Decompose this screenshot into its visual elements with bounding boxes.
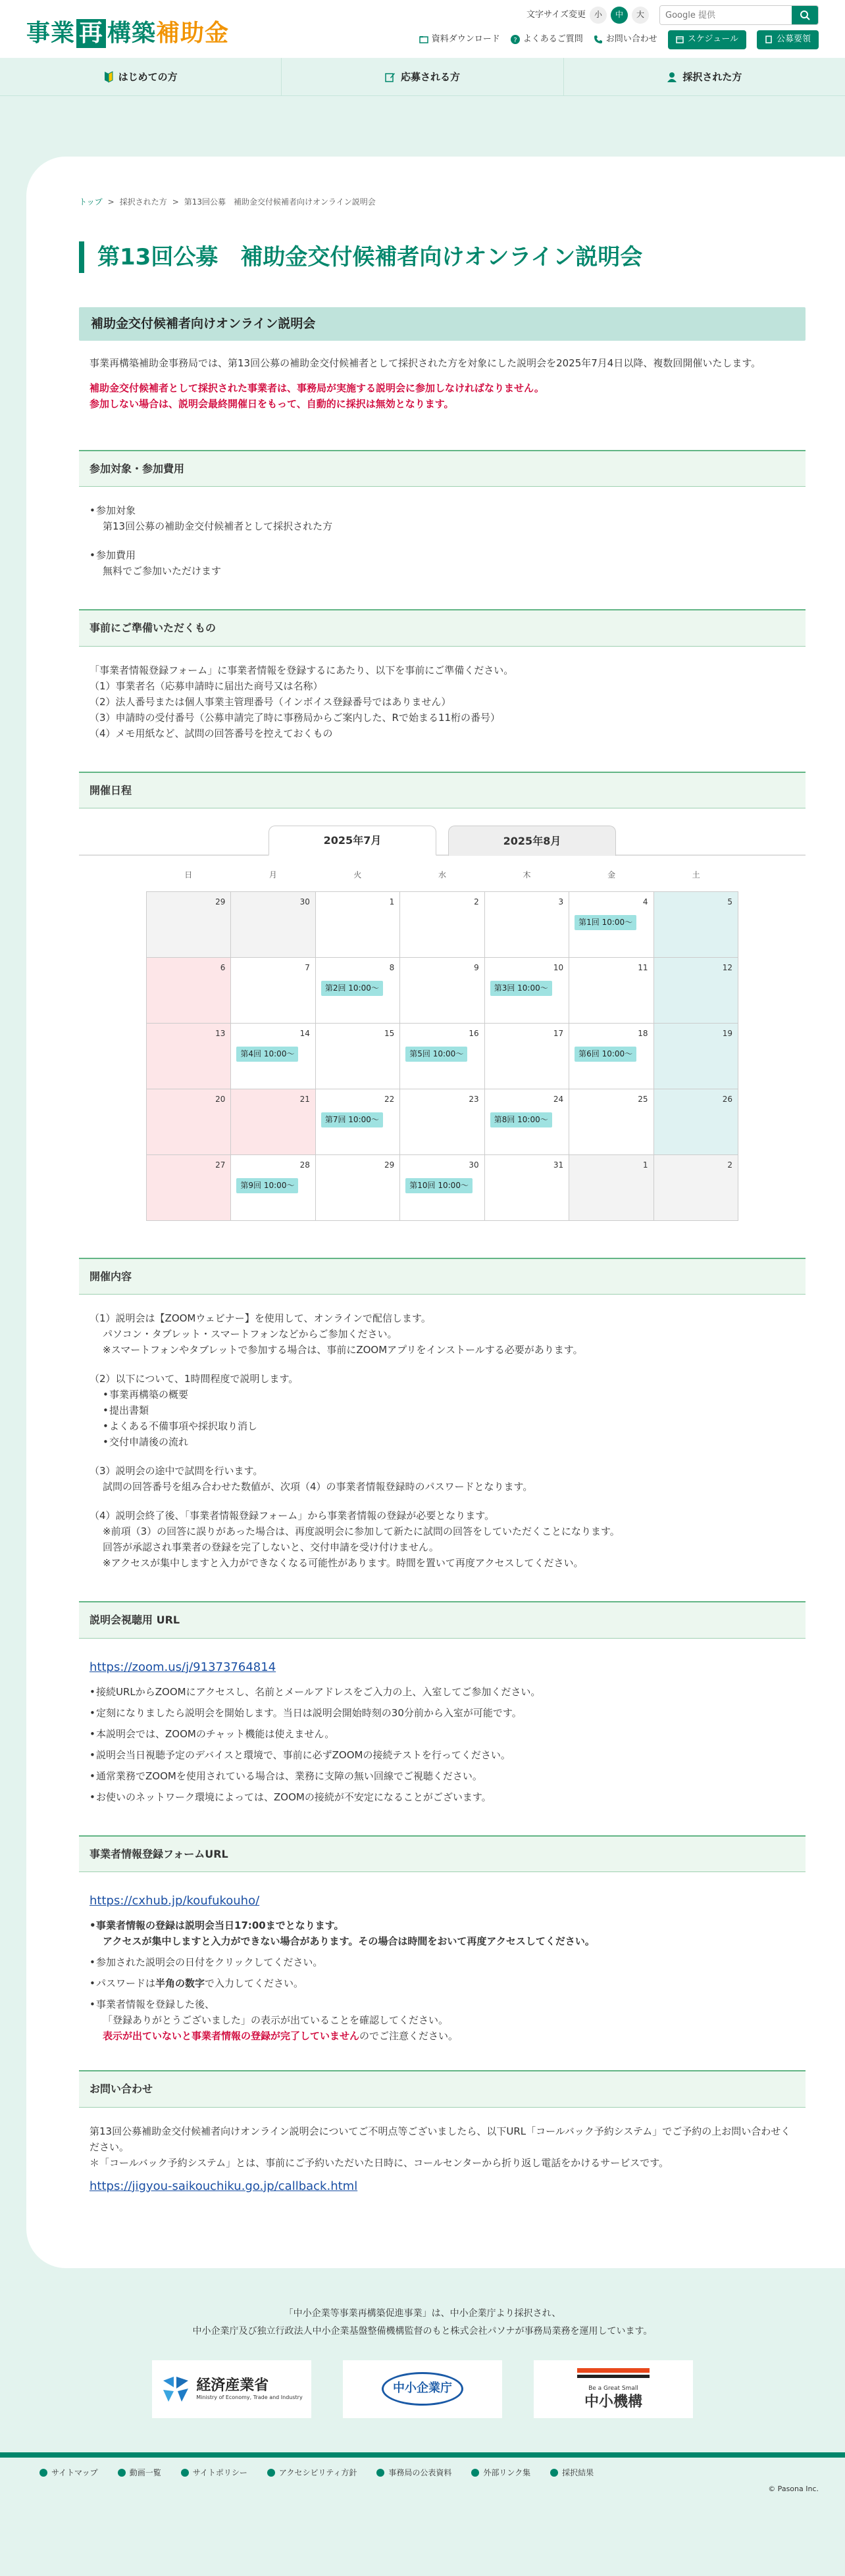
calendar bbox=[146, 869, 738, 1220]
beginner-mark-icon bbox=[104, 71, 113, 83]
meti-logo[interactable] bbox=[152, 2360, 311, 2418]
calendar-day bbox=[231, 1155, 315, 1221]
edit-icon bbox=[385, 72, 396, 82]
chusho-logo[interactable] bbox=[343, 2360, 502, 2418]
person-icon bbox=[667, 72, 677, 82]
calendar-day-number: 4 bbox=[642, 897, 648, 906]
footer-link-external[interactable] bbox=[471, 2467, 530, 2479]
form-warning-text: 表示が出ていないと事業者情報の登録が完了していません bbox=[103, 2029, 360, 2042]
content-item-4-note: ※アクセスが集中しますと入力ができなくなる可能性があります。時間を置いて再度アクセスしてください。 bbox=[103, 1557, 584, 1570]
search-button[interactable] bbox=[792, 5, 818, 25]
calendar-day-number: 10 bbox=[553, 962, 564, 972]
calendar-day-number: 16 bbox=[469, 1028, 479, 1038]
schedule-button[interactable] bbox=[668, 30, 746, 49]
calendar-day-number: 18 bbox=[638, 1028, 648, 1038]
weekday-label: 日 bbox=[184, 870, 193, 880]
nav-label-applicants: 応募される方 bbox=[400, 70, 460, 83]
form-note-password bbox=[90, 1975, 795, 1991]
calendar-day bbox=[569, 1024, 653, 1089]
footer-link-label: 事務局の公表資料 bbox=[388, 2467, 452, 2477]
password-note-c: で入力してください。 bbox=[205, 1977, 304, 1989]
calendar-day-number: 29 bbox=[215, 897, 226, 906]
main-wrap bbox=[0, 96, 845, 2305]
smrj-logo-tagline: Be a Great Small bbox=[588, 2385, 638, 2392]
form-note-date: • 参加された説明会の日付をクリックしてください。 bbox=[90, 1954, 795, 1970]
footer-links bbox=[0, 2458, 845, 2479]
contact-link-label: お問い合わせ bbox=[605, 34, 657, 44]
calendar-day bbox=[316, 958, 400, 1024]
calendar-icon bbox=[676, 36, 684, 43]
footer-link-sitemap[interactable] bbox=[39, 2467, 98, 2479]
arrow-circle-icon bbox=[181, 2469, 189, 2477]
footer-link-label: 動画一覧 bbox=[129, 2467, 161, 2477]
footer-link-label: 外部リンク集 bbox=[483, 2467, 531, 2477]
nav-item-applicants[interactable] bbox=[282, 58, 563, 95]
footer-link-policy[interactable] bbox=[181, 2467, 247, 2479]
form-note-confirm: 「登録ありがとうございました」の表示が出ていることを確認してください。 bbox=[103, 2014, 449, 2026]
site-logo[interactable] bbox=[26, 14, 229, 53]
calendar-day-number: 26 bbox=[722, 1094, 732, 1104]
footer-bar bbox=[0, 2452, 845, 2458]
zoom-note: • お使いのネットワーク環境によっては、ZOOMの接続が不安定になることがございます。 bbox=[90, 1789, 795, 1805]
calendar-day bbox=[569, 1155, 653, 1221]
font-size-medium-button[interactable]: 中 bbox=[611, 7, 628, 24]
warning-text-1: 補助金交付候補者として採択された事業者は、事務局が実施する説明会に参加しなければなりません。 bbox=[90, 382, 544, 394]
smrj-emblem-icon bbox=[577, 2368, 650, 2383]
logo-text-2: 構築 bbox=[107, 20, 157, 47]
fee-text: 無料でご参加いただけます bbox=[103, 565, 222, 578]
section-title: 補助金交付候補者向けオンライン説明会 bbox=[79, 307, 806, 340]
target-label: • 参加対象 bbox=[90, 503, 795, 518]
preparation-lead: 「事業者情報登録フォーム」に事業者情報を登録するにあたり、以下を事前にご準備ください。 bbox=[90, 664, 514, 676]
calendar-day bbox=[485, 892, 569, 958]
preparation-heading: 事前にご準備いただくもの bbox=[79, 609, 806, 647]
faq-link-label: よくあるご質問 bbox=[523, 34, 583, 44]
calendar-day-number: 1 bbox=[389, 897, 395, 906]
form-body bbox=[79, 1872, 806, 2044]
calendar-day-number: 21 bbox=[299, 1094, 310, 1104]
weekday-label: 水 bbox=[438, 870, 446, 880]
session-event[interactable]: 第3回 10:00〜 bbox=[490, 981, 552, 996]
global-nav bbox=[0, 58, 845, 96]
calendar-day-number: 13 bbox=[215, 1028, 226, 1038]
breadcrumb-separator: > bbox=[172, 197, 179, 207]
session-event[interactable]: 第9回 10:00〜 bbox=[236, 1178, 298, 1193]
calendar-day bbox=[231, 1089, 315, 1155]
zoom-body bbox=[79, 1639, 806, 1805]
breadcrumb-adopted[interactable]: 採択された方 bbox=[119, 197, 167, 207]
calendar-day-number: 19 bbox=[722, 1028, 732, 1038]
calendar-day bbox=[147, 892, 231, 958]
calendar-day bbox=[400, 1089, 484, 1155]
arrow-circle-icon bbox=[267, 2469, 275, 2477]
inquiry-heading: お問い合わせ bbox=[79, 2070, 806, 2108]
smrj-logo[interactable] bbox=[534, 2360, 693, 2418]
footer-logos bbox=[0, 2360, 845, 2418]
logo-text-box: 再 bbox=[76, 19, 106, 48]
preparation-item: （2）法人番号または個人事業主管理番号（インボイス登録番号ではありません） bbox=[90, 695, 451, 708]
breadcrumb-current: 第13回公募 補助金交付候補者向けオンライン説明会 bbox=[184, 197, 376, 207]
smrj-logo-main: 中小機構 bbox=[584, 2393, 642, 2410]
footer-link-accessibility[interactable] bbox=[267, 2467, 357, 2479]
calendar-day-number: 20 bbox=[215, 1094, 226, 1104]
calendar-day-number: 5 bbox=[727, 897, 732, 906]
session-event[interactable]: 第10回 10:00〜 bbox=[405, 1178, 473, 1193]
zoom-url-link[interactable]: https://zoom.us/j/91373764814 bbox=[90, 1660, 276, 1674]
zoom-note: • 接続URLからZOOMにアクセスし、名前とメールアドレスをご入力の上、入室してご参加ください。 bbox=[90, 1684, 795, 1700]
meti-emblem-icon bbox=[161, 2374, 191, 2404]
calendar-day-number: 14 bbox=[299, 1028, 310, 1038]
zoom-heading: 説明会視聴用 URL bbox=[79, 1601, 806, 1639]
logo-text-1: 事業 bbox=[26, 20, 76, 47]
calendar-day-number: 29 bbox=[384, 1160, 395, 1170]
document-icon bbox=[765, 36, 773, 43]
chusho-logo-text: 中小企業庁 bbox=[382, 2372, 463, 2406]
calendar-day bbox=[400, 892, 484, 958]
calendar-day-number: 30 bbox=[299, 897, 310, 906]
font-size-large-button[interactable]: 大 bbox=[632, 7, 649, 24]
site-header bbox=[0, 0, 845, 58]
contact-link[interactable] bbox=[594, 33, 657, 47]
nav-item-beginners[interactable] bbox=[0, 58, 282, 95]
zoom-note: • 本説明会では、ZOOMのチャット機能は使えません。 bbox=[90, 1726, 795, 1742]
warning-text-2: 参加しない場合は、説明会最終開催日をもって、自動的に採択は無効となります。 bbox=[90, 397, 454, 410]
weekday-label: 月 bbox=[269, 870, 277, 880]
meti-logo-text bbox=[196, 2377, 302, 2401]
footer-link-label: 採択結果 bbox=[562, 2467, 594, 2477]
footer-link-videos[interactable] bbox=[118, 2467, 161, 2479]
weekday-label: 金 bbox=[607, 870, 616, 880]
content-item-4-detail: 回答が承認され事業者の登録を完了しないと、交付申請を受け付けません。 bbox=[103, 1541, 439, 1554]
content-item-1-detail: パソコン・タブレット・スマートフォンなどからご参加ください。 bbox=[103, 1328, 397, 1341]
footer-link-results[interactable] bbox=[550, 2467, 594, 2479]
calendar-day bbox=[147, 958, 231, 1024]
form-warning-tail: のでご注意ください。 bbox=[359, 2029, 459, 2042]
header-top bbox=[526, 5, 819, 25]
schedule-button-label: スケジュール bbox=[687, 34, 738, 44]
calendar-day-number: 17 bbox=[553, 1028, 564, 1038]
preparation-item: （4）メモ用紙など、試問の回答番号を控えておくもの bbox=[90, 727, 333, 739]
password-note-b: 半角の数字 bbox=[155, 1977, 205, 1989]
calendar-day-number: 6 bbox=[220, 962, 226, 972]
footer-link-label: サイトポリシー bbox=[192, 2467, 247, 2477]
faq-link[interactable] bbox=[511, 33, 583, 47]
footer-text bbox=[0, 2305, 845, 2340]
download-link[interactable] bbox=[419, 33, 500, 47]
font-size-small-button[interactable]: 小 bbox=[590, 7, 607, 24]
calendar-day bbox=[569, 892, 653, 958]
calendar-day-number: 22 bbox=[384, 1094, 395, 1104]
calendar-day bbox=[400, 958, 484, 1024]
month-tabs bbox=[79, 826, 806, 856]
calendar-day bbox=[316, 1024, 400, 1089]
footer-line: 「中小企業等事業再構築促進事業」は、中小企業庁より採択され、 bbox=[284, 2308, 561, 2319]
calendar-day bbox=[147, 1155, 231, 1221]
weekday-label: 土 bbox=[692, 870, 700, 880]
copyright: © Pasona Inc. bbox=[0, 2479, 845, 2499]
calendar-day-number: 2 bbox=[474, 897, 479, 906]
calendar-day-number: 3 bbox=[558, 897, 564, 906]
breadcrumb bbox=[79, 196, 806, 209]
content-item-3-detail: 試問の回答番号を組み合わせた数値が、次項（4）の事業者情報登録時のパスワードとなります。 bbox=[103, 1481, 533, 1493]
content-item-3: （3）説明会の途中で試問を行います。 bbox=[90, 1465, 263, 1477]
calendar-day bbox=[654, 1155, 738, 1221]
calendar-day bbox=[147, 1089, 231, 1155]
calendar-day-number: 1 bbox=[642, 1160, 648, 1170]
form-note-access: アクセスが集中しますと入力ができない場合があります。その場合は時間をおいて再度アクセスしてください。 bbox=[103, 1935, 595, 1947]
inquiry-note: ＊「コールバック予約システム」とは、事前にご予約いただいた日時に、コールセンターから折り返し電話をかけるサービスです。 bbox=[90, 2156, 669, 2169]
session-event[interactable]: 第2回 10:00〜 bbox=[321, 981, 383, 996]
calendar-grid bbox=[146, 891, 738, 1221]
search-input[interactable] bbox=[660, 6, 792, 24]
calendar-day bbox=[400, 1024, 484, 1089]
calendar-day-number: 12 bbox=[722, 962, 732, 972]
folder-icon bbox=[419, 36, 428, 43]
breadcrumb-home[interactable]: トップ bbox=[79, 197, 103, 207]
calendar-day-number: 25 bbox=[638, 1094, 648, 1104]
content-subitem: • よくある不備事項や採択取り消し bbox=[103, 1418, 795, 1434]
calendar-day-number: 30 bbox=[469, 1160, 479, 1170]
svg-text:?: ? bbox=[513, 37, 517, 45]
calendar-day bbox=[231, 1024, 315, 1089]
calendar-day-number: 11 bbox=[638, 962, 648, 972]
calendar-day-number: 8 bbox=[389, 962, 395, 972]
calendar-day bbox=[654, 1089, 738, 1155]
calendar-day-number: 31 bbox=[553, 1160, 564, 1170]
footer-link-label: サイトマップ bbox=[51, 2467, 98, 2477]
footer-line: 中小企業庁及び独立行政法人中小企業基盤整備機構監督のもと株式会社パソナが事務局業務を運用しています。 bbox=[192, 2325, 653, 2337]
nav-label-beginners: はじめての方 bbox=[118, 70, 178, 83]
intro-text: 事業再構築補助金事務局では、第13回公募の補助金交付候補者として採択された方を対象にした説明会を2025年7月4日以降、複数回開催いたします。 bbox=[90, 357, 761, 369]
form-note-deadline: • 事業者情報の登録は説明会当日17:00までとなります。 bbox=[90, 1918, 795, 1933]
breadcrumb-separator: > bbox=[107, 197, 115, 207]
schedule-heading: 開催日程 bbox=[79, 772, 806, 809]
calendar-day bbox=[231, 892, 315, 958]
arrow-circle-icon bbox=[376, 2469, 384, 2477]
logo-text-3: 補助金 bbox=[156, 20, 230, 47]
calendar-day bbox=[316, 1155, 400, 1221]
form-note-after: • 事業者情報を登録した後、 bbox=[90, 1996, 795, 2012]
calendar-day bbox=[231, 958, 315, 1024]
guidelines-button-label: 公募要領 bbox=[776, 34, 811, 44]
participation-heading: 参加対象・参加費用 bbox=[79, 450, 806, 487]
font-size-switcher bbox=[526, 7, 649, 24]
calendar-day bbox=[485, 958, 569, 1024]
target-text: 第13回公募の補助金交付候補者として採択された方 bbox=[103, 520, 333, 533]
search-box bbox=[659, 5, 819, 25]
calendar-day bbox=[316, 1089, 400, 1155]
content-body bbox=[79, 1295, 806, 1571]
nav-item-adopted[interactable] bbox=[564, 58, 845, 95]
calendar-day bbox=[654, 958, 738, 1024]
zoom-note: • 通常業務でZOOMを使用されている場合は、業務に支障の無い回線でご視聴ください。 bbox=[90, 1768, 795, 1784]
zoom-note: • 定刻になりましたら説明会を開始します。当日は説明会開始時刻の30分前から入室が可能です。 bbox=[90, 1705, 795, 1721]
footer-link-label: アクセシビリティ方針 bbox=[278, 2467, 357, 2477]
calendar-day-number: 27 bbox=[215, 1160, 226, 1170]
calendar-day bbox=[400, 1155, 484, 1221]
session-event[interactable]: 第6回 10:00〜 bbox=[575, 1047, 636, 1062]
calendar-weekdays bbox=[146, 869, 738, 891]
content-subitem: • 提出書類 bbox=[103, 1402, 795, 1418]
tab-july[interactable]: 2025年7月 bbox=[269, 826, 436, 856]
search-icon bbox=[800, 10, 810, 20]
arrow-circle-icon bbox=[550, 2469, 558, 2477]
calendar-day bbox=[485, 1155, 569, 1221]
arrow-circle-icon bbox=[118, 2469, 126, 2477]
content-item-2: （2）以下について、1時間程度で説明します。 bbox=[90, 1373, 299, 1385]
inquiry-text: 第13回公募補助金交付候補者向けオンライン説明会についてご不明点等ございましたら、以下URL「コールバック予約システム」でご予約の上お問い合わせください。 bbox=[90, 2125, 791, 2153]
content-item-1-note: ※スマートフォンやタブレットで参加する場合は、事前にZOOMアプリをインストールする必要があります。 bbox=[103, 1344, 583, 1356]
weekday-label: 火 bbox=[353, 870, 362, 880]
session-event[interactable]: 第4回 10:00〜 bbox=[236, 1047, 298, 1062]
calendar-day bbox=[569, 958, 653, 1024]
site-footer bbox=[0, 2305, 845, 2498]
header-utilities bbox=[419, 0, 819, 49]
content-subitem: • 事業再構築の概要 bbox=[103, 1387, 795, 1402]
page-title: 第13回公募 補助金交付候補者向けオンライン説明会 bbox=[79, 241, 806, 273]
session-event[interactable]: 第5回 10:00〜 bbox=[405, 1047, 467, 1062]
form-note-warning bbox=[90, 2028, 795, 2044]
calendar-day bbox=[485, 1024, 569, 1089]
content-item-4: （4）説明会終了後、「事業者情報登録フォーム」から事業者情報の登録が必要となります。 bbox=[90, 1510, 495, 1522]
session-event[interactable]: 第7回 10:00〜 bbox=[321, 1112, 383, 1127]
phone-icon bbox=[594, 35, 603, 44]
calendar-day-number: 7 bbox=[305, 962, 310, 972]
tab-august[interactable]: 2025年8月 bbox=[448, 826, 616, 856]
calendar-day bbox=[147, 1024, 231, 1089]
content-heading: 開催内容 bbox=[79, 1258, 806, 1295]
footer-link-public-docs[interactable] bbox=[376, 2467, 451, 2479]
calendar-day-number: 15 bbox=[384, 1028, 395, 1038]
zoom-note: • 説明会当日視聴予定のデバイスと環境で、事前に必ずZOOMの接続テストを行ってください。 bbox=[90, 1747, 795, 1763]
password-note-a: パスワードは bbox=[96, 1977, 156, 1989]
preparation-item: （3）申請時の受付番号（公募申請完了時に事務局からご案内した、Rで始まる11桁の番号） bbox=[90, 711, 501, 724]
session-event[interactable]: 第8回 10:00〜 bbox=[490, 1112, 552, 1127]
form-heading: 事業者情報登録フォームURL bbox=[79, 1835, 806, 1873]
content-subitem: • 交付申請後の流れ bbox=[103, 1434, 795, 1450]
form-url-link[interactable]: https://cxhub.jp/koufukouho/ bbox=[90, 1894, 260, 1908]
fee-label: • 参加費用 bbox=[90, 547, 795, 563]
preparation-body bbox=[79, 647, 806, 741]
calendar-day bbox=[654, 892, 738, 958]
content-item-1: （1）説明会は【ZOOMウェビナー】を使用して、オンラインで配信します。 bbox=[90, 1312, 431, 1325]
header-bottom bbox=[419, 30, 819, 49]
font-size-label: 文字サイズ変更 bbox=[526, 9, 586, 20]
arrow-circle-icon bbox=[39, 2469, 47, 2477]
participation-body bbox=[79, 487, 806, 579]
download-link-label: 資料ダウンロード bbox=[431, 34, 500, 44]
inquiry-body bbox=[79, 2108, 806, 2196]
meti-logo-sub: Ministry of Economy, Trade and Industry bbox=[196, 2394, 303, 2400]
preparation-item: （1）事業者名（応募申請時に届出た商号又は名称） bbox=[90, 680, 323, 692]
content-item-4-note: ※前項（3）の回答に誤りがあった場合は、再度説明会に参加して新たに試問の回答をしていただくことになります。 bbox=[103, 1525, 620, 1538]
calendar-day-number: 23 bbox=[469, 1094, 479, 1104]
meti-logo-main: 経済産業省 bbox=[196, 2377, 269, 2394]
arrow-circle-icon bbox=[471, 2469, 479, 2477]
intro-block bbox=[79, 355, 806, 412]
nav-label-adopted: 採択された方 bbox=[682, 70, 742, 83]
calendar-day-number: 28 bbox=[299, 1160, 310, 1170]
session-event[interactable]: 第1回 10:00〜 bbox=[575, 915, 636, 930]
calendar-day bbox=[485, 1089, 569, 1155]
callback-url-link[interactable]: https://jigyou-saikouchiku.go.jp/callback.html bbox=[90, 2179, 358, 2193]
calendar-day-number: 2 bbox=[727, 1160, 732, 1170]
main-content bbox=[26, 157, 845, 2268]
calendar-day-number: 9 bbox=[474, 962, 479, 972]
calendar-day-number: 24 bbox=[553, 1094, 564, 1104]
guidelines-button[interactable] bbox=[757, 30, 819, 49]
question-icon bbox=[511, 35, 520, 44]
calendar-day bbox=[316, 892, 400, 958]
calendar-day bbox=[654, 1024, 738, 1089]
weekday-label: 木 bbox=[523, 870, 531, 880]
calendar-day bbox=[569, 1089, 653, 1155]
